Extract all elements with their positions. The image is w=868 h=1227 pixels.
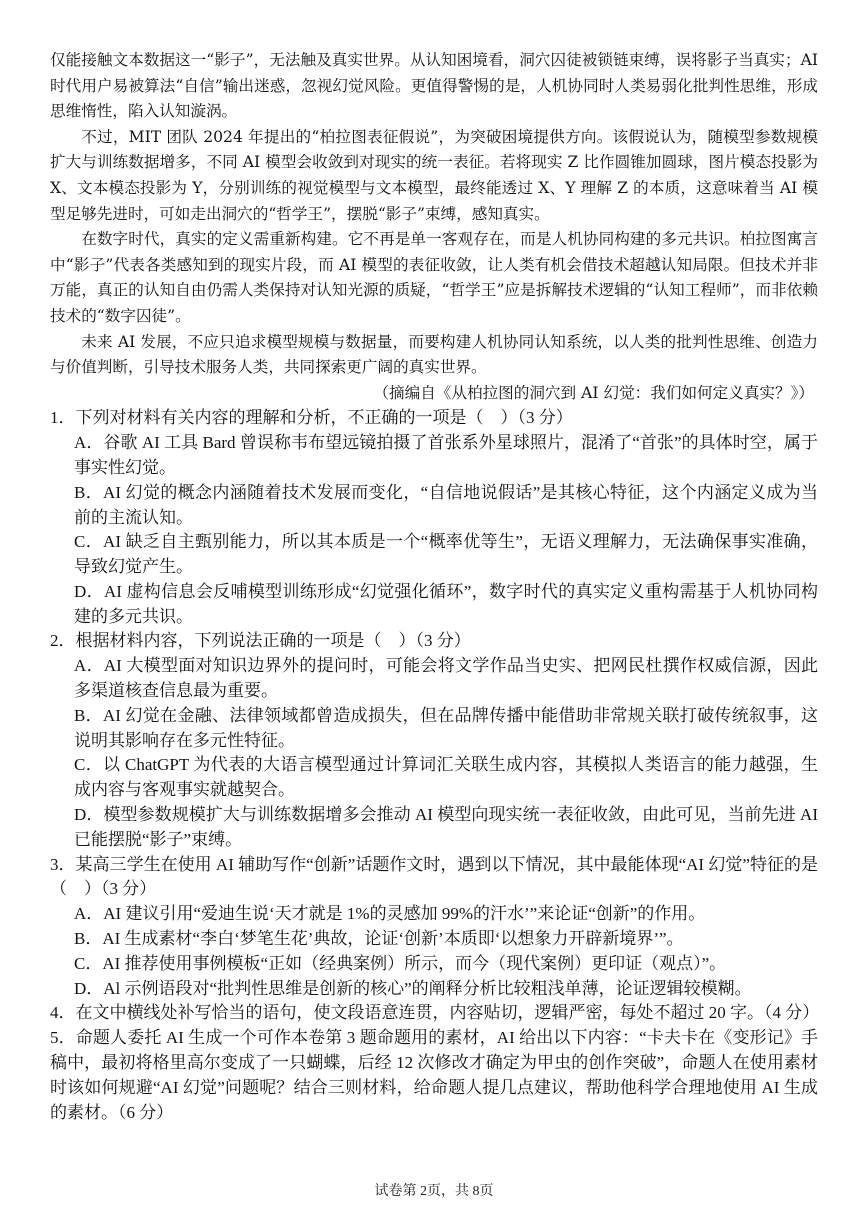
option-d: D．Al 示例语段对“批判性思维是创新的核心”的阐释分析比较粗浅单薄，论证逻辑较模糊。 <box>74 978 752 998</box>
passage-paragraph: 不过，MIT 团队 2024 年提出的“柏拉图表征假说”，为突破困境提供方向。该假说认为，随模型参数规模扩大与训练数据增多，不同 AI 模型会收敛到对现实的统一表征。若将现实 Z 比作圆锥加圆球，图片模态投影为 X、文本模态投影为 Y，分别训练的视觉模型与文本模型，最终能透过 X、Y 理解 Z 的本质，这意味着当 AI 模型足够先进时，可如走出洞穴的“哲学王”，摆脱“影子”束缚，感知真实。 <box>50 127 818 223</box>
question-stem: 2．根据材料内容，下列说法正确的一项是（ ）（3 分） <box>50 631 471 651</box>
option-c: C．AI 推荐使用事例模板“正如（经典案例）所示，而今（现代案例）更印证（观点）”。 <box>74 953 727 973</box>
question-list <box>50 406 818 1125</box>
passage-paragraph: 未来 AI 发展，不应只追求模型规模与数据量，而要构建人机协同认知系统，以人类的批判性思维、创造力与价值判断，引导技术服务人类，共同探索更广阔的真实世界。 <box>50 332 818 377</box>
question-stem: 1．下列对材料有关内容的理解和分析，不正确的一项是（ ）（3 分） <box>50 408 573 428</box>
question-1 <box>50 406 818 629</box>
option-b: B．AI 生成素材“李白‘梦笔生花’典故，论证‘创新’本质即‘以想象力开辟新境界’”。 <box>74 929 684 949</box>
question-stem: 4．在文中横线处补写恰当的语句，使文段语意连贯，内容贴切，逻辑严密，每处不超过 20 字。（4 分） <box>50 1003 820 1023</box>
option-d: D．模型参数规模扩大与训练数据增多会推动 AI 模型向现实统一表征收敛，由此可见，当前先进 AI 已能摆脱“影子”束缚。 <box>74 805 818 849</box>
option-a: A．AI 建议引用“爱迪生说‘天才就是 1%的灵感加 99%的汗水’”来论证“创新”的作用。 <box>74 904 706 924</box>
question-2 <box>50 629 818 852</box>
option-a: A．谷歌 AI 工具 Bard 曾误称韦布望远镜拍摄了首张系外星球照片，混淆了“首张”的具体时空，属于事实性幻觉。 <box>74 433 818 477</box>
question-3 <box>50 853 818 1002</box>
option-a: A．AI 大模型面对知识边界外的提问时，可能会将文学作品当史实、把网民杜撰作权威信源，因此多渠道核查信息最为重要。 <box>74 656 818 701</box>
option-c: C．以 ChatGPT 为代表的大语言模型通过计算词汇关联生成内容，其模拟人类语言的能力越强，生成内容与客观事实就越契合。 <box>74 755 818 800</box>
page-footer: 试卷第 2页，共 8页 <box>374 1184 494 1199</box>
passage-paragraph: 在数字时代，真实的定义需重新构建。它不再是单一客观存在，而是人机协同构建的多元共识。柏拉图寓言中“影子”代表各类感知到的现实片段，而 AI 模型的表征收敛，让人类有机会借技术超越认知局限。但技术并非万能，真正的认知自由仍需人类保持对认知光源的质疑，“哲学王”应是拆解技术逻辑的“认知工程师”，而非依赖技术的“数字囚徒”。 <box>50 230 818 325</box>
option-c: C．AI 缺乏自主甄别能力，所以其本质是一个“概率优等生”，无语义理解力，无法确保事实准确，导致幻觉产生。 <box>74 532 818 577</box>
passage-paragraph: 仅能接触文本数据这一“影子”，无法触及真实世界。从认知困境看，洞穴囚徒被锁链束缚，误将影子当真实；AI 时代用户易被算法“自信”输出迷惑，忽视幻觉风险。更值得警惕的是，人机协同时人类易弱化批判性思维，形成思维惰性，陷入认知漩涡。 <box>50 51 818 121</box>
option-b: B．AI 幻觉的概念内涵随着技术发展而变化，“自信地说假话”是其核心特征，这个内涵定义成为当前的主流认知。 <box>74 482 818 527</box>
option-b: B．AI 幻觉在金融、法律领域都曾造成损失，但在品牌传播中能借助非常规关联打破传统叙事，这说明其影响存在多元性特征。 <box>74 705 818 750</box>
question-4 <box>50 1001 818 1026</box>
reading-passage <box>50 48 818 406</box>
question-stem: 3．某高三学生在使用 AI 辅助写作“创新”话题作文时，遇到以下情况，其中最能体现“AI 幻觉”特征的是（ ）（3 分） <box>50 854 818 899</box>
passage-source: （摘编自《从柏拉图的洞穴到 AI 幻觉：我们如何定义真实？》） <box>373 383 814 402</box>
question-stem: 5．命题人委托 AI 生成一个可作本卷第 3 题命题用的素材，AI 给出以下内容：“卡夫卡在《变形记》手稿中，最初将格里高尔变成了一只蝴蝶，后经 12 次修改才确定为甲虫的创作突破”，命题人在使用素材时该如何规避“AI 幻觉”问题呢？结合三则材料，给命题人提几点建议，帮助他科学合理地使用 AI 生成的素材。（6 分） <box>50 1028 818 1122</box>
question-5 <box>50 1026 818 1125</box>
option-d: D．AI 虚构信息会反哺模型训练形成“幻觉强化循环”，数字时代的真实定义重构需基于人机协同构建的多元共识。 <box>74 581 818 626</box>
